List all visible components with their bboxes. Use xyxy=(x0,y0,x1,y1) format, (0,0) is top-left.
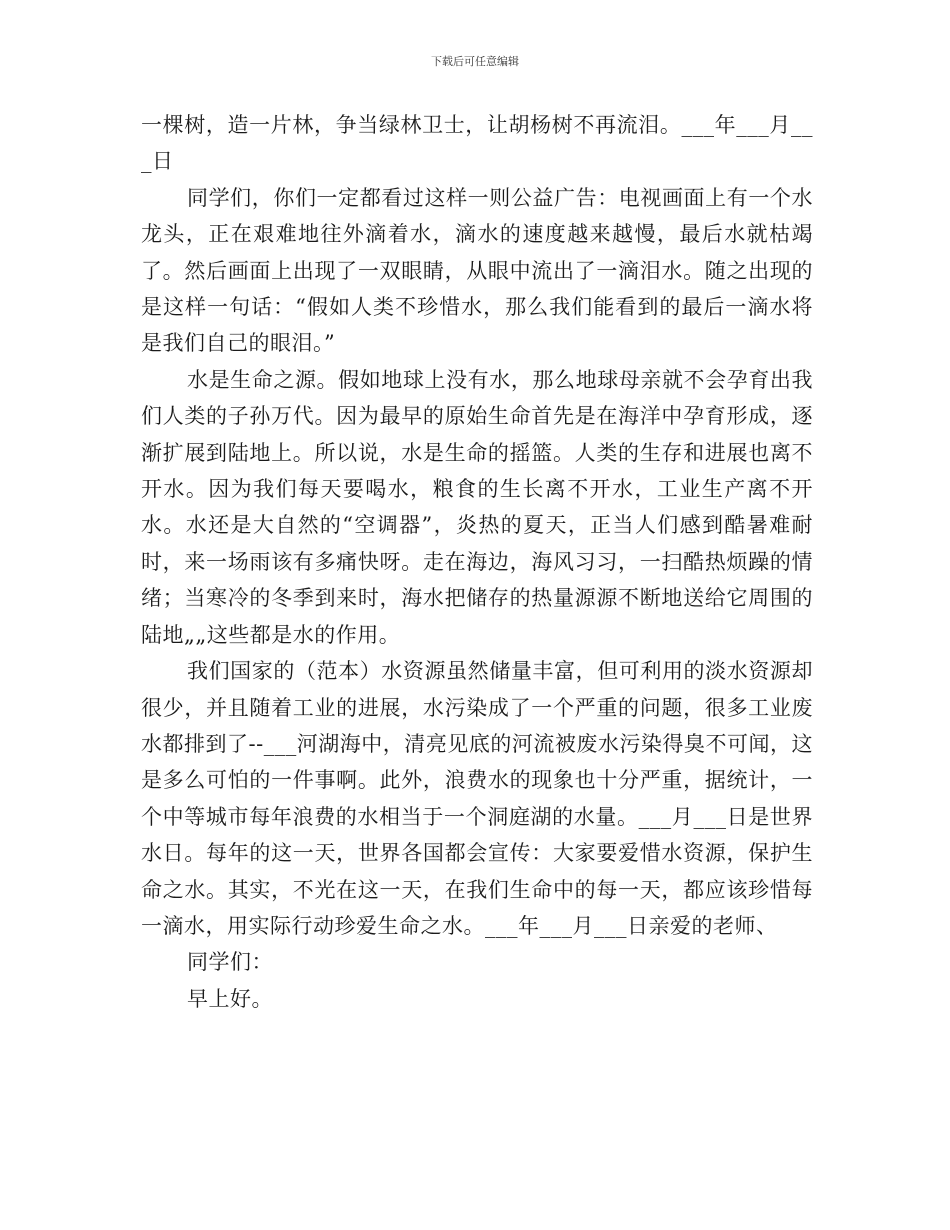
paragraph-water-resources: 我们国家的（范本）水资源虽然储量丰富，但可利用的淡水资源却很少，并且随着工业的进展，水污染成了一个严重的问题，很多工业废水都排到了--___河湖海中，清亮见底的河流被废水污染得臭不可闻，这是多么可怕的一件事啊。此外，浪费水的现象也十分严重，据统计，一个中等城市每年浪费的水相当于一个洞庭湖的水量。___月___日是世界水日。每年的这一天，世界各国都会宣传：大家要爱惜水资源，保护生命之水。其实，不光在这一天，在我们生命中的每一天，都应该珍惜每一滴水，用实际行动珍爱生命之水。___年___月___日亲爱的老师、 xyxy=(141,659,813,938)
paragraph-public-ad: 同学们，你们一定都看过这样一则公益广告：电视画面上有一个水龙头，正在艰难地往外滴着水，滴水的速度越来越慢，最后水就枯竭了。然后画面上出现了一双眼睛，从眼中流出了一滴泪水。随之出现的是这样一句话：“假如人类不珍惜水，那么我们能看到的最后一滴水将是我们自己的眼泪。” xyxy=(141,185,813,356)
paragraph-salutation: 同学们： xyxy=(187,950,273,975)
document-body xyxy=(141,107,813,1017)
paragraph-continuation: 一棵树，造一片林，争当绿林卫士，让胡杨树不再流泪。___年___月___日 xyxy=(141,113,813,174)
page-header-note: 下载后可任意编辑 xyxy=(431,55,519,68)
paragraph-greeting: 早上好。 xyxy=(187,986,273,1011)
paragraph-water-source-of-life: 水是生命之源。假如地球上没有水，那么地球母亲就不会孕育出我们人类的子孙万代。因为最早的原始生命首先是在海洋中孕育形成，逐渐扩展到陆地上。所以说，水是生命的摇篮。人类的生存和进展也离不开水。因为我们每天要喝水，粮食的生长离不开水，工业生产离不开水。水还是大自然的“空调器”，炎热的夏天，正当人们感到酷暑难耐时，来一场雨该有多痛快呀。走在海边，海风习习，一扫酷热烦躁的情绪；当寒冷的冬季到来时，海水把储存的热量源源不断地送给它周围的陆地„„这些都是水的作用。 xyxy=(141,367,813,647)
